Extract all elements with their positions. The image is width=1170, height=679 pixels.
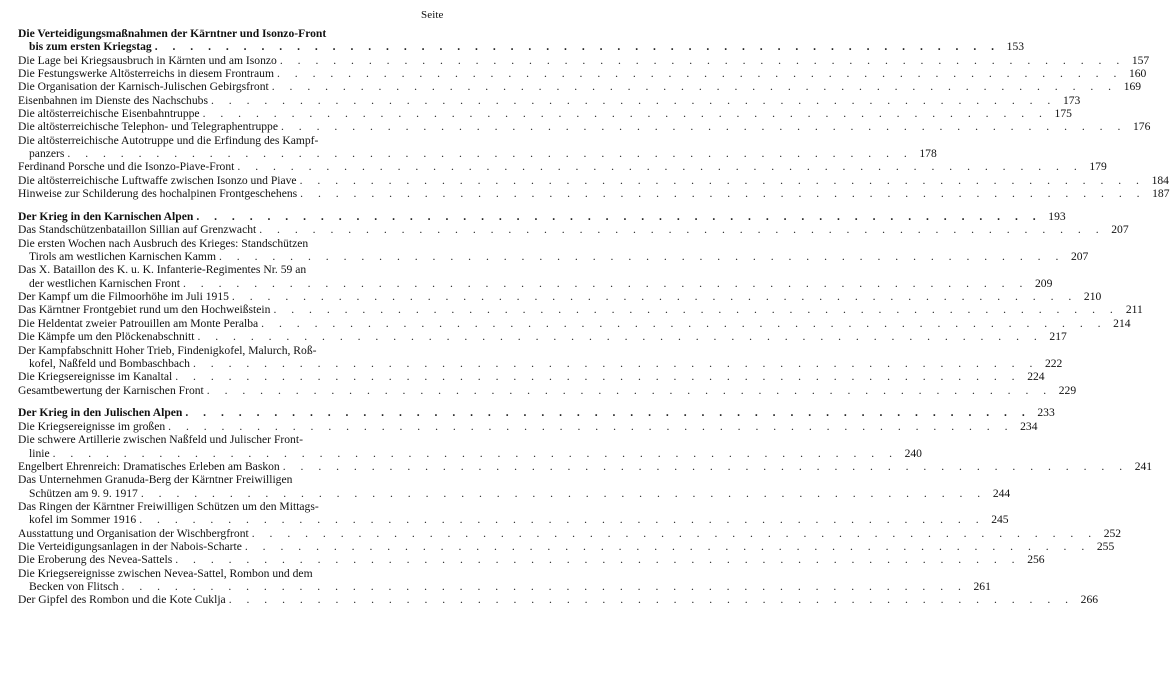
toc-section-heading (18, 210, 1066, 224)
toc-entry-title-line: Die Organisation der Karnisch-Julischen Gebirgsfront (18, 80, 269, 94)
toc-entry-title-line: Die altösterreichische Luftwaffe zwischen Isonzo und Piave (18, 173, 297, 187)
toc-entry (18, 80, 1142, 94)
toc-page-number: 224 (1027, 370, 1045, 384)
toc-page-number: 214 (1113, 316, 1131, 330)
toc-entry-title-line: kofel im Sommer 1916 (29, 513, 137, 527)
dot-leader: . . . . . . . . . . . . . . . . . . . . . . . . . . . . . . . . . . . . . . . . . . . . . . . . (237, 160, 1083, 174)
toc-entry-title-line: Das Standschützenbataillon Sillian auf Grenzwacht (18, 223, 257, 237)
toc-entry-title-line: Die Kriegsereignisse im großen (18, 419, 166, 433)
toc-entry (18, 419, 1038, 433)
toc-page-number: 184 (1151, 173, 1169, 187)
toc-entry (18, 526, 1122, 540)
toc-page-number: 240 (904, 446, 922, 460)
toc-entry-title-line: Der Krieg in den Karnischen Alpen (18, 210, 194, 224)
dot-leader: . . . . . . . . . . . . . . . . . . . . . . . . . . . . . . . . . . . . . . . . . . . . . . . . (282, 459, 1129, 473)
toc-entry (18, 459, 1153, 473)
toc-entry-title-line: Der Kampfabschnitt Hoher Trieb, Findenigkofel, Malurch, Roß- (18, 343, 317, 357)
dot-leader: . . . . . . . . . . . . . . . . . . . . . . . . . . . . . . . . . . . . . . . . . . . . . . . . (183, 276, 1029, 290)
toc-entry-title-line: Das X. Bataillon des K. u. K. Infanterie-Regimentes Nr. 59 an (18, 263, 307, 277)
table-of-contents (18, 27, 1170, 607)
toc-page-number: 252 (1103, 526, 1122, 540)
toc-page-number: 153 (1006, 40, 1025, 54)
toc-entry (18, 370, 1045, 384)
toc-entry-title-line: Eisenbahnen im Dienste des Nachschubs (18, 93, 208, 107)
toc-entry-title-line: Die Verteidigungsmaßnahmen der Kärntner und Isonzo-Front (18, 27, 327, 40)
toc-entry (18, 566, 991, 594)
toc-page-number: 187 (1152, 187, 1170, 201)
toc-entry-title-line: Becken von Flitsch (29, 579, 119, 593)
toc-page-number: 244 (992, 486, 1011, 500)
dot-leader: . . . . . . . . . . . . . . . . . . . . . . . . . . . . . . . . . . . . . . . . . . . . . . . . (261, 316, 1107, 330)
dot-leader: . . . . . . . . . . . . . . . . . . . . . . . . . . . . . . . . . . . . . . . . . . . . . . . . (273, 303, 1119, 317)
dot-leader: . . . . . . . . . . . . . . . . . . . . . . . . . . . . . . . . . . . . . . . . . . . . . . . . (251, 526, 1098, 540)
toc-page-number: 157 (1131, 53, 1150, 67)
toc-entry-title-line: Der Krieg in den Julischen Alpen (18, 406, 183, 420)
toc-page-number: 266 (1080, 593, 1099, 607)
toc-entry (18, 173, 1169, 187)
toc-page-number: 160 (1128, 67, 1147, 81)
toc-entry-title-line: der westlichen Karnischen Front (29, 276, 180, 290)
toc-entry (18, 53, 1150, 67)
toc-section-heading (18, 406, 1055, 420)
dot-leader: . . . . . . . . . . . . . . . . . . . . . . . . . . . . . . . . . . . . . . . . . . . . . . . . (121, 579, 967, 593)
toc-page-number: 234 (1020, 419, 1038, 433)
toc-entry-title-line: bis zum ersten Kriegstag (29, 40, 152, 54)
toc-entry (18, 223, 1129, 237)
toc-page-number: 173 (1062, 93, 1081, 107)
toc-entry (18, 539, 1115, 553)
toc-entry (18, 290, 1102, 304)
toc-page-number: 207 (1111, 223, 1129, 237)
toc-entry-title-line: Die ersten Wochen nach Ausbruch des Krieges: Standschützen (18, 236, 309, 250)
toc-page-number: 175 (1054, 107, 1072, 121)
toc-entry-title-line: Ferdinand Porsche und die Isonzo-Piave-Front (18, 160, 235, 174)
toc-entry-title-line: Tirols am westlichen Karnischen Kamm (29, 250, 216, 264)
dot-leader: . . . . . . . . . . . . . . . . . . . . . . . . . . . . . . . . . . . . . . . . . . . . . . . . (300, 187, 1146, 201)
toc-page-number: 255 (1096, 539, 1115, 553)
toc-entry-title-line: Schützen am 9. 9. 1917 (29, 486, 138, 500)
toc-page-number: 176 (1132, 120, 1151, 134)
toc-entry-title-line: Die altösterreichische Autotruppe und die Erfindung des Kampf- (18, 133, 319, 147)
toc-entry (18, 263, 1053, 290)
toc-page-number: 261 (973, 579, 991, 593)
toc-entry-title-line: Das Unternehmen Granuda-Berg der Kärntner Freiwilligen (18, 473, 293, 487)
toc-entry-title-line: panzers (29, 147, 65, 161)
dot-leader: . . . . . . . . . . . . . . . . . . . . . . . . . . . . . . . . . . . . . . . . . . . . . . . . (299, 173, 1145, 187)
toc-entry (18, 499, 1009, 527)
toc-page-number: 193 (1048, 210, 1066, 224)
toc-entry-title-line: Engelbert Ehrenreich: Dramatisches Erleben am Baskon (18, 459, 280, 473)
dot-leader: . . . . . . . . . . . . . . . . . . . . . . . . . . . . . . . . . . . . . . . . . . . . . . . . (202, 107, 1048, 121)
toc-entry-title-line: Die altösterreichische Eisenbahntruppe (18, 107, 200, 121)
toc-entry (18, 593, 1099, 607)
toc-page-number: 179 (1089, 160, 1107, 174)
dot-leader: . . . . . . . . . . . . . . . . . . . . . . . . . . . . . . . . . . . . . . . . . . . . . . . . (185, 406, 1031, 420)
toc-entry-title-line: linie (29, 446, 50, 460)
dot-leader: . . . . . . . . . . . . . . . . . . . . . . . . . . . . . . . . . . . . . . . . . . . . . . . . (276, 67, 1123, 81)
toc-page-number: 210 (1083, 290, 1102, 304)
toc-page-number: 217 (1049, 330, 1067, 344)
page-column-header: Seite (421, 9, 444, 21)
toc-entry (18, 107, 1072, 121)
toc-page-number: 229 (1058, 383, 1077, 397)
toc-entry (18, 330, 1067, 344)
toc-entry (18, 187, 1170, 201)
toc-entry (18, 236, 1089, 264)
toc-entry-title-line: Hinweise zur Schilderung des hochalpinen Frontgeschehens (18, 187, 298, 201)
dot-leader: . . . . . . . . . . . . . . . . . . . . . . . . . . . . . . . . . . . . . . . . . . . . . . . . (168, 419, 1014, 433)
toc-entry-title-line: Die Verteidigungsanlagen in der Nabois-Scharte (18, 539, 242, 553)
toc-entry (18, 133, 937, 161)
toc-page-number: 178 (919, 147, 937, 161)
toc-entry-title-line: Das Ringen der Kärntner Freiwilligen Schützen um den Mittags- (18, 499, 319, 513)
toc-entry-title-line: Die Kämpfe um den Plöckenabschnitt (18, 330, 195, 344)
dot-leader: . . . . . . . . . . . . . . . . . . . . . . . . . . . . . . . . . . . . . . . . . . . . . . . . (175, 370, 1021, 384)
toc-page-number: 209 (1034, 276, 1053, 290)
toc-entry-title-line: Die Eroberung des Nevea-Sattels (18, 553, 173, 567)
toc-page-number: 169 (1123, 80, 1142, 94)
toc-page-number: 233 (1037, 406, 1055, 420)
toc-entry-title-line: Die schwere Artillerie zwischen Naßfeld und Julischer Front- (18, 433, 303, 447)
toc-section-heading (18, 27, 1025, 54)
toc-entry-title-line: Das Kärntner Frontgebiet rund um den Hochweißstein (18, 303, 271, 317)
toc-page-number: 207 (1070, 250, 1089, 264)
toc-page-number: 256 (1027, 553, 1045, 567)
dot-leader: . . . . . . . . . . . . . . . . . . . . . . . . . . . . . . . . . . . . . . . . . . . . . . . . (244, 539, 1091, 553)
toc-entry-title-line: Ausstattung und Organisation der Wischbergfront (18, 526, 249, 540)
dot-leader: . . . . . . . . . . . . . . . . . . . . . . . . . . . . . . . . . . . . . . . . . . . . . . . . (154, 40, 1001, 54)
dot-leader: . . . . . . . . . . . . . . . . . . . . . . . . . . . . . . . . . . . . . . . . . . . . . . . . (271, 80, 1118, 94)
toc-entry-title-line: Der Kampf um die Filmoorhöhe im Juli 1915 (18, 290, 229, 304)
toc-entry (18, 473, 1011, 500)
dot-leader: . . . . . . . . . . . . . . . . . . . . . . . . . . . . . . . . . . . . . . . . . . . . . . . . (139, 513, 985, 527)
dot-leader: . . . . . . . . . . . . . . . . . . . . . . . . . . . . . . . . . . . . . . . . . . . . . . . . (175, 553, 1021, 567)
toc-entry (18, 303, 1143, 317)
toc-entry-title-line: Die Kriegsereignisse im Kanaltal (18, 370, 173, 384)
toc-entry (18, 160, 1107, 174)
toc-entry (18, 383, 1077, 397)
toc-entry-title-line: Die Heldentat zweier Patrouillen am Monte Peralba (18, 316, 259, 330)
toc-entry (18, 553, 1045, 567)
toc-entry-title-line: Die Festungswerke Altösterreichs in diesem Frontraum (18, 67, 274, 81)
toc-entry-title-line: Die Lage bei Kriegsausbruch in Kärnten und am Isonzo (18, 53, 277, 67)
dot-leader: . . . . . . . . . . . . . . . . . . . . . . . . . . . . . . . . . . . . . . . . . . . . . . . . (140, 486, 987, 500)
toc-entry (18, 343, 1063, 371)
toc-entry (18, 433, 922, 460)
dot-leader: . . . . . . . . . . . . . . . . . . . . . . . . . . . . . . . . . . . . . . . . . . . . . . . . (197, 330, 1043, 344)
dot-leader: . . . . . . . . . . . . . . . . . . . . . . . . . . . . . . . . . . . . . . . . . . . . . . . . (218, 250, 1065, 264)
toc-entry-title-line: Die altösterreichische Telephon- und Telegraphentruppe (18, 120, 278, 134)
dot-leader: . . . . . . . . . . . . . . . . . . . . . . . . . . . . . . . . . . . . . . . . . . . . . . . . (281, 120, 1127, 134)
toc-entry-title-line: Die Kriegsereignisse zwischen Nevea-Sattel, Rombon und dem (18, 566, 313, 580)
toc-page-number: 211 (1125, 303, 1143, 317)
dot-leader: . . . . . . . . . . . . . . . . . . . . . . . . . . . . . . . . . . . . . . . . . . . . . . . . (192, 356, 1039, 370)
dot-leader: . . . . . . . . . . . . . . . . . . . . . . . . . . . . . . . . . . . . . . . . . . . . . . . . (210, 93, 1057, 107)
dot-leader: . . . . . . . . . . . . . . . . . . . . . . . . . . . . . . . . . . . . . . . . . . . . . . . . (228, 593, 1075, 607)
toc-entry (18, 67, 1147, 81)
toc-entry (18, 93, 1081, 107)
dot-leader: . . . . . . . . . . . . . . . . . . . . . . . . . . . . . . . . . . . . . . . . . . . . . . . . (52, 446, 898, 460)
dot-leader: . . . . . . . . . . . . . . . . . . . . . . . . . . . . . . . . . . . . . . . . . . . . . . . . (67, 147, 913, 161)
toc-entry (18, 316, 1131, 330)
dot-leader: . . . . . . . . . . . . . . . . . . . . . . . . . . . . . . . . . . . . . . . . . . . . . . . . (259, 223, 1105, 237)
dot-leader: . . . . . . . . . . . . . . . . . . . . . . . . . . . . . . . . . . . . . . . . . . . . . . . . (231, 290, 1078, 304)
toc-entry-title-line: Der Gipfel des Rombon und die Kote Cuklja (18, 593, 226, 607)
dot-leader: . . . . . . . . . . . . . . . . . . . . . . . . . . . . . . . . . . . . . . . . . . . . . . . . (206, 383, 1053, 397)
toc-page-number: 222 (1044, 356, 1063, 370)
dot-leader: . . . . . . . . . . . . . . . . . . . . . . . . . . . . . . . . . . . . . . . . . . . . . . . . (196, 210, 1042, 224)
toc-entry (18, 120, 1151, 134)
toc-page-number: 241 (1134, 459, 1153, 473)
toc-entry-title-line: Gesamtbewertung der Karnischen Front (18, 383, 204, 397)
toc-page-number: 245 (991, 513, 1009, 527)
toc-entry-title-line: kofel, Naßfeld und Bombaschbach (29, 356, 190, 370)
dot-leader: . . . . . . . . . . . . . . . . . . . . . . . . . . . . . . . . . . . . . . . . . . . . . . . . (279, 53, 1126, 67)
